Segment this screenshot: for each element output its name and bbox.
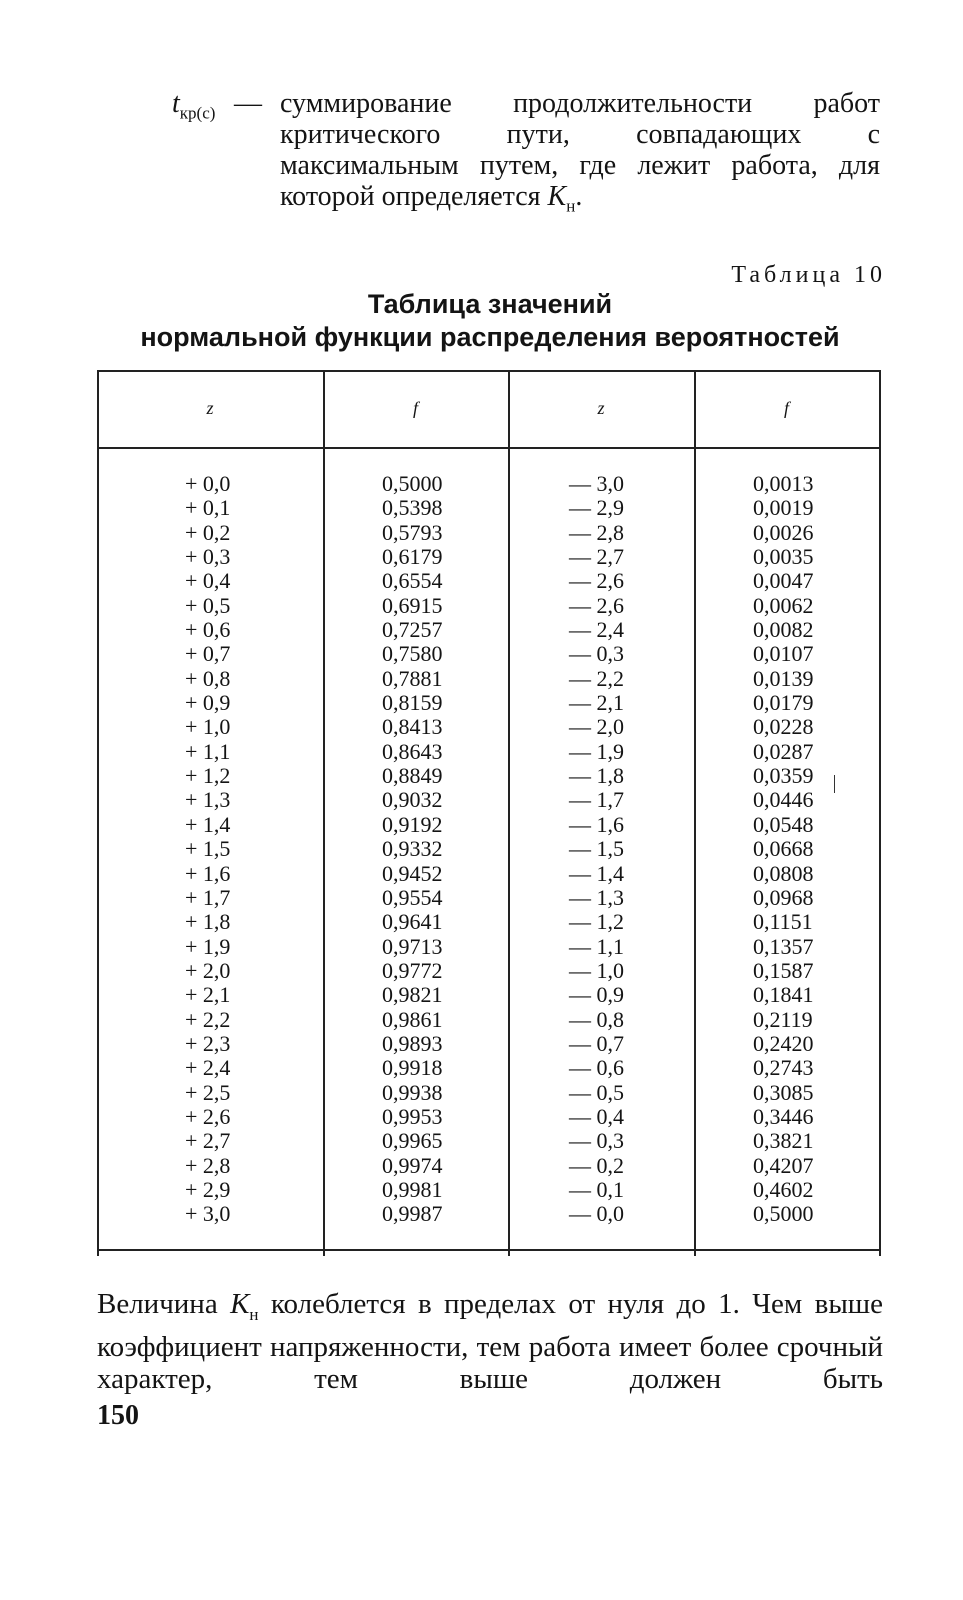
table-cell: — 0,3: [569, 1128, 624, 1154]
table-cell: 0,9981: [382, 1176, 443, 1202]
table-cell: 0,7580: [382, 641, 443, 667]
stray-mark: [834, 775, 835, 793]
table-cell: 0,9032: [382, 787, 443, 813]
column-f-negative: [753, 472, 833, 1227]
table-cell: + 1,6: [185, 860, 231, 886]
table-cell: 0,4602: [753, 1176, 814, 1202]
table-cell: 0,7257: [382, 617, 443, 643]
table-cell: 0,7881: [382, 665, 443, 691]
table-cell: + 1,2: [185, 763, 231, 789]
table-cell: 0,0035: [753, 544, 814, 570]
table-border-right: [879, 372, 881, 1256]
table-cell: — 0,0: [569, 1201, 624, 1227]
table-cell: 0,5793: [382, 519, 443, 545]
table-cell: 0,9987: [382, 1201, 443, 1227]
table-cell: + 3,0: [185, 1201, 231, 1227]
column-z-positive: [185, 472, 255, 1227]
table-cell: + 0,4: [185, 568, 231, 594]
table-cell: — 1,3: [569, 884, 624, 910]
table-cell: 0,9893: [382, 1030, 443, 1056]
table-top-rule: [97, 370, 881, 372]
table-cell: — 1,6: [569, 811, 624, 837]
table-cell: 0,0179: [753, 690, 814, 716]
table-cell: 0,0968: [753, 884, 814, 910]
table-cell: + 2,8: [185, 1152, 231, 1178]
table-cell: 0,3446: [753, 1103, 814, 1129]
table-cell: 0,8159: [382, 690, 443, 716]
table-cell: 0,2119: [753, 1006, 813, 1032]
table-cell: — 0,1: [569, 1176, 624, 1202]
table-cell: + 0,2: [185, 519, 231, 545]
table-cell: + 0,7: [185, 641, 231, 667]
table-cell: 0,5000: [382, 471, 443, 496]
table-cell: + 1,5: [185, 836, 231, 862]
table-cell: — 2,0: [569, 714, 624, 740]
table-cell: + 0,9: [185, 690, 231, 716]
table-cell: — 2,1: [569, 690, 624, 716]
table-cell: + 2,3: [185, 1030, 231, 1056]
column-divider-3: [694, 372, 696, 1256]
table-cell: — 0,9: [569, 982, 624, 1008]
table-cell: 0,5000: [753, 1201, 814, 1227]
table-cell: 0,6179: [382, 544, 443, 570]
table-cell: 0,0047: [753, 568, 814, 594]
table-cell: + 1,3: [185, 787, 231, 813]
column-divider-1: [323, 372, 325, 1256]
table-cell: 0,9821: [382, 982, 443, 1008]
table-cell: — 0,8: [569, 1006, 624, 1032]
table-cell: + 1,8: [185, 909, 231, 935]
table-cell: + 0,6: [185, 617, 231, 643]
table-cell: — 1,0: [569, 957, 624, 983]
table-cell: 0,9192: [382, 811, 443, 837]
definition-text: суммирование продолжительности работ критического пути, совпадающих с максимальным путем, где лежит работа, для которой определяется $K_н$.: [280, 88, 880, 216]
k-symbol: $K_н$: [547, 181, 576, 216]
table-cell: 0,0013: [753, 471, 814, 496]
table-cell: — 1,2: [569, 909, 624, 935]
table-cell: 0,6554: [382, 568, 443, 594]
table-cell: + 1,0: [185, 714, 231, 740]
table-cell: 0,0139: [753, 665, 814, 691]
table-cell: — 0,6: [569, 1055, 624, 1081]
definition-dash: —: [234, 88, 262, 119]
table-cell: 0,9641: [382, 909, 443, 935]
table-cell: — 1,8: [569, 763, 624, 789]
table-header-rule: [97, 447, 881, 449]
table-cell: 0,0287: [753, 738, 814, 764]
table-cell: 0,0019: [753, 495, 814, 521]
table-cell: — 0,7: [569, 1030, 624, 1056]
table-cell: 0,9965: [382, 1128, 443, 1154]
column-divider-2: [508, 372, 510, 1256]
page-number: 150: [97, 1400, 139, 1431]
table-cell: + 2,9: [185, 1176, 231, 1202]
table-cell: 0,9953: [382, 1103, 443, 1129]
table-bottom-rule: [97, 1249, 881, 1251]
header-f-1: f: [412, 398, 418, 418]
table-cell: 0,9861: [382, 1006, 443, 1032]
table-cell: 0,1587: [753, 957, 814, 983]
table-cell: 0,8413: [382, 714, 443, 740]
table-title-line-2: нормальной функции распределения вероятностей: [140, 322, 840, 352]
table-cell: + 2,2: [185, 1006, 231, 1032]
table-cell: + 1,7: [185, 884, 231, 910]
table-cell: 0,8643: [382, 738, 443, 764]
table-cell: 0,1151: [753, 909, 813, 935]
table-cell: 0,9332: [382, 836, 443, 862]
table-cell: 0,0228: [753, 714, 814, 740]
table-cell: — 1,7: [569, 787, 624, 813]
table-cell: — 0,2: [569, 1152, 624, 1178]
table-cell: + 0,1: [185, 495, 231, 521]
table-cell: 0,9452: [382, 860, 443, 886]
table-cell: 0,0808: [753, 860, 814, 886]
table-cell: 0,4207: [753, 1152, 814, 1178]
column-z-negative: [569, 472, 649, 1227]
column-f-positive: [382, 472, 462, 1227]
table-cell: 0,0062: [753, 592, 814, 618]
table-cell: — 2,2: [569, 665, 624, 691]
table-cell: 0,5398: [382, 495, 443, 521]
table-cell: — 0,4: [569, 1103, 624, 1129]
table-cell: — 1,4: [569, 860, 624, 886]
table-cell: 0,6915: [382, 592, 443, 618]
table-cell: 0,0107: [753, 641, 814, 667]
header-f-2: f: [783, 398, 789, 418]
table-cell: 0,9974: [382, 1152, 443, 1178]
table-cell: — 2,8: [569, 519, 624, 545]
table-cell: 0,9938: [382, 1079, 443, 1105]
table-cell: 0,8849: [382, 763, 443, 789]
table-cell: + 1,9: [185, 933, 231, 959]
table-cell: + 1,4: [185, 811, 231, 837]
table-cell: — 1,1: [569, 933, 624, 959]
table-cell: 0,3085: [753, 1079, 814, 1105]
table-cell: 0,0359: [753, 763, 814, 789]
table-cell: + 2,1: [185, 982, 231, 1008]
table-cell: 0,9772: [382, 957, 443, 983]
table-cell: 0,9918: [382, 1055, 443, 1081]
table-cell: + 2,5: [185, 1079, 231, 1105]
table-cell: — 2,6: [569, 592, 624, 618]
table-cell: — 0,3: [569, 641, 624, 667]
table-cell: — 1,9: [569, 738, 624, 764]
table-number: Таблица 10: [731, 262, 886, 288]
table-cell: + 0,5: [185, 592, 231, 618]
table-title: [100, 288, 880, 354]
definition-symbol: $t_{кр(с)}$: [172, 88, 216, 123]
table-cell: 0,1841: [753, 982, 814, 1008]
definition-block: [172, 88, 892, 222]
table-cell: + 0,0: [185, 471, 231, 496]
table-cell: 0,2420: [753, 1030, 814, 1056]
table-cell: 0,0082: [753, 617, 814, 643]
k-symbol: $K_н$: [230, 1288, 259, 1324]
table-cell: + 2,4: [185, 1055, 231, 1081]
header-z-1: z: [206, 398, 214, 418]
table-border-left: [97, 372, 99, 1256]
table-cell: 0,2743: [753, 1055, 814, 1081]
table-cell: + 1,1: [185, 738, 231, 764]
table-cell: 0,0548: [753, 811, 814, 837]
table-cell: + 2,7: [185, 1128, 231, 1154]
table-cell: + 0,8: [185, 665, 231, 691]
table-cell: — 2,6: [569, 568, 624, 594]
body-paragraph: Величина $K_н$ колеблется в пределах от нуля до 1. Чем выше коэффициент напряженности, тем работа имеет более срочный характер, тем выше должен быть: [97, 1288, 884, 1395]
distribution-table: [97, 370, 881, 1256]
table-cell: 0,0026: [753, 519, 814, 545]
table-cell: 0,0446: [753, 787, 814, 813]
table-cell: — 1,5: [569, 836, 624, 862]
table-cell: — 2,7: [569, 544, 624, 570]
table-cell: 0,1357: [753, 933, 814, 959]
table-cell: — 3,0: [569, 471, 624, 496]
table-cell: 0,0668: [753, 836, 814, 862]
table-cell: + 2,0: [185, 957, 231, 983]
header-z-2: z: [597, 398, 605, 418]
table-cell: 0,3821: [753, 1128, 814, 1154]
table-cell: + 0,3: [185, 544, 231, 570]
table-title-line-1: Таблица значений: [367, 289, 613, 319]
table-cell: — 0,5: [569, 1079, 624, 1105]
table-cell: — 2,9: [569, 495, 624, 521]
table-cell: 0,9554: [382, 884, 443, 910]
table-cell: 0,9713: [382, 933, 443, 959]
table-cell: + 2,6: [185, 1103, 231, 1129]
table-cell: — 2,4: [569, 617, 624, 643]
